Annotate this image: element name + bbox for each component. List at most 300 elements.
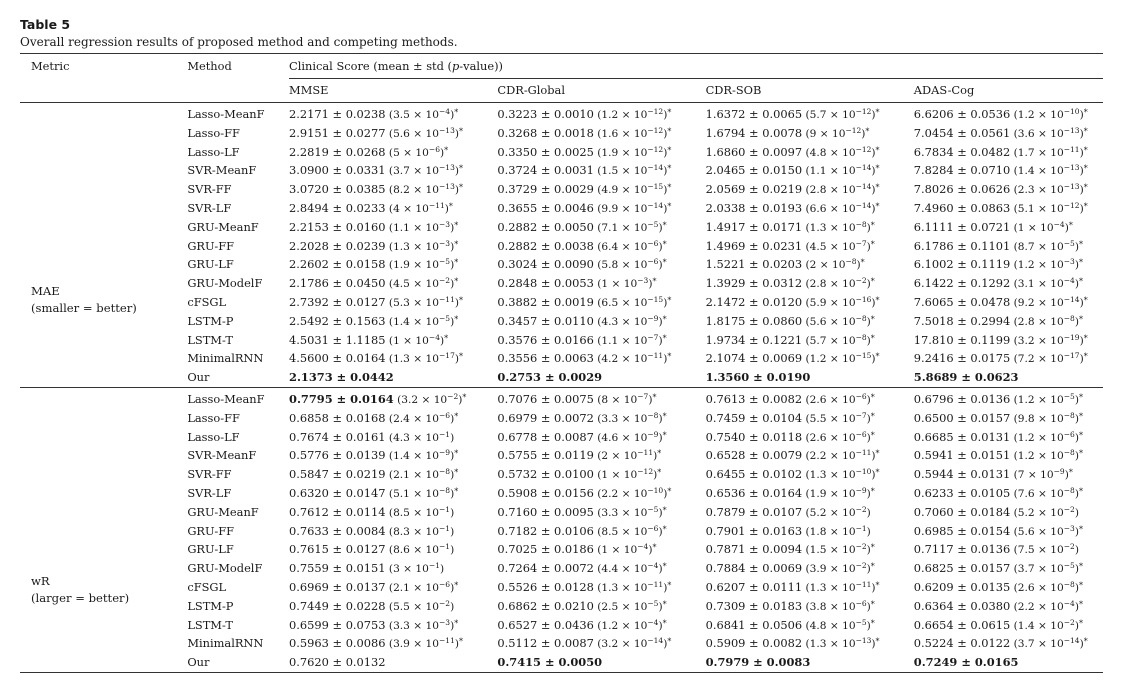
mean-std: 0.6364 ± 0.0380 <box>913 598 1011 613</box>
method-name: Our <box>187 370 210 385</box>
method-name: GRU-ModelF <box>187 561 263 576</box>
p-value: $(1.2 \times 10^{-15})^*$ <box>802 351 880 366</box>
mean-std: 0.5526 ± 0.0128 <box>497 579 594 594</box>
significance-marker: * <box>1068 468 1073 478</box>
score-cell <box>914 429 1103 448</box>
significance-marker: * <box>875 164 880 174</box>
p-value: $(1 \times 10^{-3})^*$ <box>593 276 657 291</box>
mean-std: 0.7795 ± 0.0164 <box>289 391 394 406</box>
mean-std: 0.7060 ± 0.0184 <box>913 504 1011 519</box>
method-name: SVR-LF <box>187 485 232 500</box>
method-name: Lasso-MeanF <box>187 107 265 121</box>
score-cell <box>706 466 914 485</box>
significance-marker: * <box>454 258 459 268</box>
score-cell <box>914 103 1103 125</box>
score-cell <box>289 447 497 466</box>
p-value: $(2.1 \times 10^{-8})^*$ <box>385 467 459 482</box>
mean-std: 0.3457 ± 0.0110 <box>497 313 594 328</box>
score-cell <box>497 598 705 617</box>
significance-marker: * <box>1078 618 1083 628</box>
mean-std: 0.2848 ± 0.0053 <box>497 276 594 291</box>
method-name: Lasso-FF <box>187 125 240 140</box>
score-cell <box>706 256 914 275</box>
mean-std: 1.5221 ± 0.0203 <box>705 257 803 272</box>
mean-std: 6.1111 ± 0.0721 <box>913 219 1011 234</box>
p-value: $(1.2 \times 10^{-10})^*$ <box>1010 107 1088 121</box>
mean-std: 0.7540 ± 0.0118 <box>705 429 803 444</box>
p-value: $(8.3 \times 10^{-1})$ <box>385 523 455 538</box>
method-name: LSTM-P <box>187 598 234 613</box>
mean-std: 0.6527 ± 0.0436 <box>497 617 594 632</box>
p-value: $(5.5 \times 10^{-2})$ <box>385 598 455 613</box>
score-cell <box>706 485 914 504</box>
score-cell <box>289 350 497 369</box>
p-value: $(4.3 \times 10^{-1})$ <box>385 429 455 444</box>
method-name: MinimalRNN <box>187 351 264 366</box>
p-value: $(2.6 \times 10^{-6})^*$ <box>802 391 875 406</box>
significance-marker: * <box>870 220 875 230</box>
header-clinical-score: Clinical Score (mean ± std (p-value)) <box>289 54 1103 79</box>
score-cell <box>914 181 1103 200</box>
p-value: $(1.6 \times 10^{-12})^*$ <box>593 125 672 140</box>
method-name: GRU-LF <box>187 257 234 272</box>
mean-std: 0.5732 ± 0.0100 <box>497 467 594 482</box>
score-cell <box>289 275 497 294</box>
significance-marker: * <box>1083 164 1088 174</box>
score-cell <box>706 447 914 466</box>
score-cell <box>289 144 497 163</box>
p-value: $(4.9 \times 10^{-15})^*$ <box>593 182 672 197</box>
method-name: cFSGL <box>187 294 227 309</box>
mean-std: 9.2416 ± 0.0175 <box>913 351 1011 366</box>
significance-marker: * <box>870 333 875 343</box>
significance-marker: * <box>865 126 870 136</box>
metric-note: (smaller = better) <box>31 300 137 315</box>
significance-marker: * <box>870 543 875 553</box>
significance-marker: * <box>662 258 667 268</box>
header-mmse: MMSE <box>289 79 497 103</box>
p-value: $(7.5 \times 10^{-2})$ <box>1010 542 1079 557</box>
score-cell <box>706 144 914 163</box>
significance-marker: * <box>667 164 672 174</box>
p-value: $(2.2 \times 10^{-11})^*$ <box>802 448 880 463</box>
significance-marker: * <box>657 468 662 478</box>
score-cell <box>706 294 914 313</box>
significance-marker: * <box>458 637 463 647</box>
mean-std: 6.6206 ± 0.0536 <box>913 107 1011 121</box>
p-value: $(9.8 \times 10^{-8})^*$ <box>1010 410 1083 425</box>
score-cell <box>497 654 705 672</box>
p-value: $(3.1 \times 10^{-4})^*$ <box>1010 276 1083 291</box>
score-cell <box>497 275 705 294</box>
p-value: $(7.6 \times 10^{-8})^*$ <box>1010 485 1083 500</box>
significance-marker: * <box>652 543 657 553</box>
significance-marker: * <box>458 126 463 136</box>
score-cell <box>914 275 1103 294</box>
score-cell <box>289 635 497 654</box>
p-value: $(4.8 \times 10^{-12})^*$ <box>802 144 880 159</box>
mean-std: 0.7901 ± 0.0163 <box>705 523 803 538</box>
mean-std: 6.1786 ± 0.1101 <box>913 238 1011 253</box>
significance-marker: * <box>657 449 662 459</box>
significance-marker: * <box>662 239 667 249</box>
mean-std: 0.3655 ± 0.0046 <box>497 200 594 215</box>
metric-name: MAE <box>31 283 60 298</box>
p-value: $(5 \times 10^{-6})^*$ <box>385 144 449 159</box>
significance-marker: * <box>1078 599 1083 609</box>
p-value: $(5.2 \times 10^{-2})$ <box>802 504 871 519</box>
score-cell <box>914 200 1103 219</box>
mean-std: 0.5224 ± 0.0122 <box>913 636 1011 651</box>
mean-std: 7.8026 ± 0.0626 <box>913 182 1011 197</box>
significance-marker: * <box>1083 183 1088 193</box>
significance-marker: * <box>875 449 880 459</box>
score-cell <box>497 294 705 313</box>
score-cell <box>706 275 914 294</box>
mean-std: 2.2602 ± 0.0158 <box>289 257 386 272</box>
score-cell <box>706 125 914 144</box>
p-value: $(7.1 \times 10^{-5})^*$ <box>593 219 667 234</box>
p-value: $(1.5 \times 10^{-14})^*$ <box>593 163 672 178</box>
mean-std: 0.6979 ± 0.0072 <box>497 410 594 425</box>
p-value: $(2.2 \times 10^{-10})^*$ <box>593 485 672 500</box>
significance-marker: * <box>667 352 672 362</box>
score-cell <box>497 238 705 257</box>
p-value: $(2.4 \times 10^{-6})^*$ <box>385 410 459 425</box>
score-cell <box>914 332 1103 351</box>
score-cell <box>497 350 705 369</box>
significance-marker: * <box>662 430 667 440</box>
significance-marker: * <box>1078 258 1083 268</box>
score-cell <box>289 387 497 409</box>
score-cell <box>706 541 914 560</box>
score-cell <box>914 485 1103 504</box>
mean-std: 5.8689 ± 0.0623 <box>913 370 1019 385</box>
method-name: Lasso-MeanF <box>187 387 289 409</box>
mean-std: 0.6500 ± 0.0157 <box>913 410 1011 425</box>
table-row <box>20 387 1103 409</box>
p-value: $(5.6 \times 10^{-8})^*$ <box>802 313 875 328</box>
p-value: $(9.2 \times 10^{-14})^*$ <box>1010 294 1088 309</box>
significance-marker: * <box>667 145 672 155</box>
p-value: $(7.2 \times 10^{-17})^*$ <box>1010 351 1088 366</box>
metric-name: wR <box>31 573 50 588</box>
method-name: GRU-FF <box>187 238 235 253</box>
significance-marker: * <box>667 295 672 305</box>
significance-marker: * <box>458 295 463 305</box>
significance-marker: * <box>1068 220 1073 230</box>
significance-marker: * <box>1078 524 1083 534</box>
significance-marker: * <box>454 220 459 230</box>
mean-std: 0.7613 ± 0.0082 <box>705 391 803 406</box>
p-value: $(2.5 \times 10^{-5})^*$ <box>593 598 667 613</box>
mean-std: 3.0720 ± 0.0385 <box>289 182 386 197</box>
significance-marker: * <box>875 468 880 478</box>
mean-std: 2.1373 ± 0.0442 <box>289 370 394 385</box>
p-value: $(2.1 \times 10^{-6})^*$ <box>385 579 459 594</box>
p-value: $(3.7 \times 10^{-5})^*$ <box>1010 561 1083 576</box>
score-cell <box>497 313 705 332</box>
p-value: $(8.6 \times 10^{-1})$ <box>385 542 455 557</box>
significance-marker: * <box>875 183 880 193</box>
score-cell <box>914 387 1103 409</box>
score-cell <box>706 504 914 523</box>
score-cell <box>289 541 497 560</box>
significance-marker: * <box>458 352 463 362</box>
mean-std: 0.7449 ± 0.0228 <box>289 598 386 613</box>
score-cell <box>706 635 914 654</box>
p-value: $(5.6 \times 10^{-3})^*$ <box>1010 523 1083 538</box>
significance-marker: * <box>652 277 657 287</box>
score-cell <box>289 617 497 636</box>
mean-std: 1.9734 ± 0.1221 <box>705 332 803 347</box>
score-cell <box>497 466 705 485</box>
significance-marker: * <box>662 562 667 572</box>
method-name: SVR-FF <box>187 467 232 482</box>
p-value: $(8 \times 10^{-7})^*$ <box>593 391 657 406</box>
score-cell <box>706 523 914 542</box>
p-value: $(1.3 \times 10^{-17})^*$ <box>385 351 463 366</box>
score-cell <box>706 332 914 351</box>
score-cell <box>706 617 914 636</box>
significance-marker: * <box>454 277 459 287</box>
p-value: $(1.3 \times 10^{-3})^*$ <box>385 238 459 253</box>
mean-std: 2.1074 ± 0.0069 <box>705 351 803 366</box>
p-value: $(1.4 \times 10^{-13})^*$ <box>1010 163 1088 178</box>
p-value: $(1.4 \times 10^{-2})^*$ <box>1010 617 1083 632</box>
mean-std: 0.6654 ± 0.0615 <box>913 617 1011 632</box>
results-table <box>20 53 1103 673</box>
significance-marker: * <box>454 468 459 478</box>
significance-marker: * <box>454 411 459 421</box>
mean-std: 0.3223 ± 0.0010 <box>497 107 594 121</box>
header-method: Method <box>187 54 289 79</box>
p-value: $(4.5 \times 10^{-7})^*$ <box>802 238 875 253</box>
significance-marker: * <box>875 201 880 211</box>
mean-std: 0.5944 ± 0.0131 <box>913 467 1011 482</box>
score-cell <box>914 144 1103 163</box>
score-cell <box>914 238 1103 257</box>
mean-std: 0.6825 ± 0.0157 <box>913 561 1011 576</box>
p-value: $(3.3 \times 10^{-5})^*$ <box>593 504 667 519</box>
mean-std: 2.2028 ± 0.0239 <box>289 238 386 253</box>
score-cell <box>914 654 1103 672</box>
p-value: $(5.7 \times 10^{-12})^*$ <box>802 107 880 121</box>
p-value: $(3.8 \times 10^{-6})^*$ <box>802 598 875 613</box>
p-value: $(3 \times 10^{-1})$ <box>385 561 445 576</box>
p-value: $(3.5 \times 10^{-4})^*$ <box>385 107 459 121</box>
score-cell <box>497 162 705 181</box>
score-cell <box>914 598 1103 617</box>
mean-std: 0.3024 ± 0.0090 <box>497 257 594 272</box>
table-caption: Overall regression results of proposed method and competing methods. <box>20 35 458 49</box>
score-cell <box>497 181 705 200</box>
score-cell <box>706 579 914 598</box>
score-cell <box>914 447 1103 466</box>
significance-marker: * <box>662 220 667 230</box>
score-cell <box>289 504 497 523</box>
p-value: $(1.2 \times 10^{-5})^*$ <box>1010 391 1083 406</box>
p-value: $(1.2 \times 10^{-12})^*$ <box>593 107 672 121</box>
score-cell <box>914 579 1103 598</box>
significance-marker: * <box>662 505 667 515</box>
significance-marker: * <box>662 314 667 324</box>
significance-marker: * <box>1078 580 1083 590</box>
p-value: $(3.3 \times 10^{-3})^*$ <box>385 617 459 632</box>
p-value: $(1.4 \times 10^{-5})^*$ <box>385 313 459 328</box>
significance-marker: * <box>667 637 672 647</box>
p-value: $(4.3 \times 10^{-9})^*$ <box>593 313 667 328</box>
p-value: $(8.2 \times 10^{-13})^*$ <box>385 182 463 197</box>
method-name: GRU-MeanF <box>187 504 259 519</box>
mean-std: 2.9151 ± 0.0277 <box>289 125 386 140</box>
metric-group-label <box>20 387 187 672</box>
p-value: $(2.6 \times 10^{-6})^*$ <box>802 429 875 444</box>
score-cell <box>289 219 497 238</box>
significance-marker: * <box>667 126 672 136</box>
mean-std: 0.6862 ± 0.0210 <box>497 598 594 613</box>
p-value: $(9 \times 10^{-12})^*$ <box>802 125 870 140</box>
score-cell <box>289 332 497 351</box>
mean-std: 0.6209 ± 0.0135 <box>913 579 1011 594</box>
mean-std: 0.6841 ± 0.0506 <box>705 617 803 632</box>
mean-std: 0.7871 ± 0.0094 <box>705 542 803 557</box>
score-cell <box>497 332 705 351</box>
significance-marker: * <box>1083 108 1088 117</box>
mean-std: 1.8175 ± 0.0860 <box>705 313 803 328</box>
mean-std: 7.5018 ± 0.2994 <box>913 313 1011 328</box>
p-value: $(1.4 \times 10^{-9})^*$ <box>385 448 459 463</box>
mean-std: 1.3929 ± 0.0312 <box>705 276 803 291</box>
score-cell <box>706 369 914 387</box>
score-cell <box>706 103 914 125</box>
mean-std: 0.3268 ± 0.0018 <box>497 125 594 140</box>
mean-std: 0.7612 ± 0.0114 <box>289 504 386 519</box>
significance-marker: * <box>1083 333 1088 343</box>
header-adas-cog: ADAS-Cog <box>914 79 1103 103</box>
score-cell <box>706 654 914 672</box>
mean-std: 0.5941 ± 0.0151 <box>913 448 1011 463</box>
score-cell <box>289 369 497 387</box>
score-cell <box>914 256 1103 275</box>
mean-std: 0.6320 ± 0.0147 <box>289 485 386 500</box>
mean-std: 0.7076 ± 0.0075 <box>497 391 594 406</box>
score-cell <box>497 144 705 163</box>
score-cell <box>914 466 1103 485</box>
p-value: $(8.5 \times 10^{-6})^*$ <box>593 523 667 538</box>
method-name: SVR-LF <box>187 200 232 215</box>
score-cell <box>289 523 497 542</box>
method-name: Our <box>187 655 210 670</box>
significance-marker: * <box>1078 411 1083 421</box>
score-cell <box>289 598 497 617</box>
p-value: $(5.2 \times 10^{-2})$ <box>1010 504 1079 519</box>
method-name: LSTM-T <box>187 617 233 632</box>
significance-marker: * <box>860 258 865 268</box>
header-cdr-sob: CDR-SOB <box>706 79 914 103</box>
significance-marker: * <box>454 580 459 590</box>
mean-std: 1.4917 ± 0.0171 <box>705 219 803 234</box>
mean-std: 0.5847 ± 0.0219 <box>289 467 386 482</box>
mean-std: 0.7249 ± 0.0165 <box>913 655 1019 670</box>
score-cell <box>497 447 705 466</box>
p-value: $(1.3 \times 10^{-11})^*$ <box>593 579 672 594</box>
p-value: $(1.3 \times 10^{-10})^*$ <box>802 467 880 482</box>
mean-std: 1.6860 ± 0.0097 <box>705 144 803 159</box>
p-value: $(1.2 \times 10^{-3})^*$ <box>1010 257 1083 272</box>
significance-marker: * <box>667 108 672 117</box>
mean-std: 0.3576 ± 0.0166 <box>497 332 594 347</box>
score-cell <box>289 466 497 485</box>
mean-std: 0.5776 ± 0.0139 <box>289 448 386 463</box>
mean-std: 0.7117 ± 0.0136 <box>913 542 1011 557</box>
score-cell <box>706 560 914 579</box>
significance-marker: * <box>870 277 875 287</box>
score-cell <box>497 369 705 387</box>
significance-marker: * <box>1083 201 1088 211</box>
mean-std: 0.3350 ± 0.0025 <box>497 144 594 159</box>
mean-std: 0.5112 ± 0.0087 <box>497 636 594 651</box>
significance-marker: * <box>454 239 459 249</box>
significance-marker: * <box>662 599 667 609</box>
significance-marker: * <box>1078 486 1083 496</box>
method-name: LSTM-T <box>187 332 233 347</box>
score-cell <box>706 598 914 617</box>
p-value: $(5.9 \times 10^{-16})^*$ <box>802 294 880 309</box>
p-value: $(2.8 \times 10^{-14})^*$ <box>802 182 880 197</box>
p-value: $(1 \times 10^{-4})^*$ <box>385 332 449 347</box>
mean-std: 0.3729 ± 0.0029 <box>497 182 594 197</box>
mean-std: 0.7459 ± 0.0104 <box>705 410 803 425</box>
mean-std: 0.5755 ± 0.0119 <box>497 448 594 463</box>
mean-std: 7.0454 ± 0.0561 <box>913 125 1011 140</box>
score-cell <box>497 410 705 429</box>
score-cell <box>914 369 1103 387</box>
p-value: $(2.3 \times 10^{-13})^*$ <box>1010 182 1088 197</box>
score-cell <box>497 485 705 504</box>
p-value: $(3.2 \times 10^{-14})^*$ <box>593 636 672 651</box>
score-cell <box>289 313 497 332</box>
p-value: $(6.6 \times 10^{-14})^*$ <box>802 200 880 215</box>
mean-std: 0.6858 ± 0.0168 <box>289 410 386 425</box>
mean-std: 2.0338 ± 0.0193 <box>705 200 803 215</box>
mean-std: 2.0465 ± 0.0150 <box>705 163 803 178</box>
mean-std: 6.7834 ± 0.0482 <box>913 144 1011 159</box>
method-name: GRU-MeanF <box>187 219 259 234</box>
mean-std: 0.6599 ± 0.0753 <box>289 617 386 632</box>
score-cell <box>289 162 497 181</box>
score-cell <box>706 350 914 369</box>
table-figure <box>20 17 1103 673</box>
score-cell <box>497 523 705 542</box>
p-value: $(5.7 \times 10^{-8})^*$ <box>802 332 875 347</box>
significance-marker: * <box>1083 352 1088 362</box>
method-name: GRU-FF <box>187 523 235 538</box>
p-value: $(6.5 \times 10^{-15})^*$ <box>593 294 672 309</box>
significance-marker: * <box>1078 277 1083 287</box>
score-cell <box>289 294 497 313</box>
significance-marker: * <box>662 524 667 534</box>
mean-std: 0.6778 ± 0.0087 <box>497 429 594 444</box>
mean-std: 0.6528 ± 0.0079 <box>705 448 803 463</box>
score-cell <box>706 238 914 257</box>
p-value: $(1.2 \times 10^{-4})^*$ <box>593 617 667 632</box>
mean-std: 0.7674 ± 0.0161 <box>289 429 386 444</box>
score-cell <box>497 125 705 144</box>
table-row <box>20 103 1103 125</box>
p-value: $(1.9 \times 10^{-9})^*$ <box>802 485 875 500</box>
p-value: $(5.8 \times 10^{-6})^*$ <box>593 257 667 272</box>
